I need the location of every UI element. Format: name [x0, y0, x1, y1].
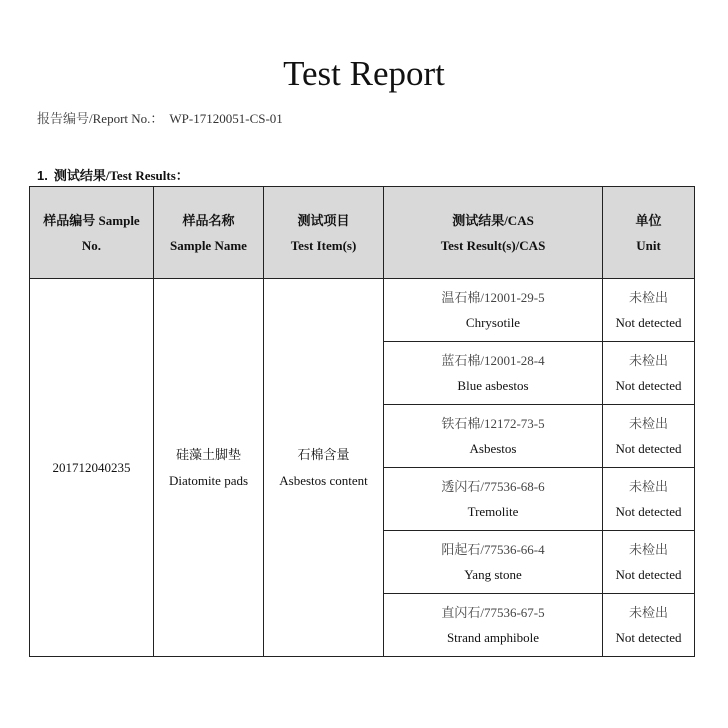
header-sample-name	[154, 187, 264, 279]
result-cas-cn: 温石棉/12001-29-5	[441, 290, 545, 305]
header-sample-no	[30, 187, 154, 279]
result-cell	[384, 594, 603, 657]
table-row	[30, 279, 695, 342]
unit-cn: 未检出	[628, 416, 668, 431]
results-table	[29, 186, 695, 657]
unit-en: Not detected	[615, 378, 682, 393]
header-unit-line1: 单位	[635, 212, 662, 228]
unit-cn: 未检出	[628, 479, 668, 494]
unit-en: Not detected	[615, 504, 682, 519]
unit-cell	[603, 531, 695, 594]
header-sample-name-line2: Sample Name	[170, 237, 247, 253]
result-cas-en: Blue asbestos	[457, 378, 529, 393]
header-test-item	[264, 187, 384, 279]
test-item-cell	[264, 279, 384, 657]
report-number-label-en: /Report No.：	[89, 111, 164, 126]
report-number-value: WP-17120051-CS-01	[169, 111, 283, 126]
header-unit	[603, 187, 695, 279]
page-title: Test Report	[283, 54, 445, 93]
unit-cell	[603, 342, 695, 405]
report-number-label-cn: 报告编号	[37, 111, 90, 126]
result-cas-cn: 直闪石/77536-67-5	[441, 605, 545, 620]
result-cas-en: Strand amphibole	[446, 630, 540, 645]
result-cell	[384, 531, 603, 594]
result-cas-cn: 透闪石/77536-68-6	[441, 479, 545, 494]
unit-cell	[603, 468, 695, 531]
header-test-item-line2: Test Item(s)	[290, 237, 357, 253]
result-cell	[384, 342, 603, 405]
unit-cn: 未检出	[628, 542, 668, 557]
sample-name-cell	[154, 279, 264, 657]
result-cas-en: Yang stone	[464, 567, 522, 582]
sample-name-cn: 硅藻土脚垫	[175, 446, 241, 462]
result-cas-en: Tremolite	[467, 504, 519, 519]
result-cas-cn: 蓝石棉/12001-28-4	[441, 353, 545, 368]
unit-cn: 未检出	[628, 605, 668, 620]
unit-cn: 未检出	[628, 353, 668, 368]
unit-cn: 未检出	[628, 290, 668, 305]
section-number: 1.	[37, 168, 48, 183]
unit-en: Not detected	[615, 441, 682, 456]
header-sample-name-line1: 样品名称	[182, 212, 235, 228]
header-test-result-line2: Test Result(s)/CAS	[440, 237, 546, 253]
unit-cell	[603, 279, 695, 342]
unit-cell	[603, 405, 695, 468]
result-cell	[384, 279, 603, 342]
unit-en: Not detected	[615, 567, 682, 582]
test-item-en: Asbestos content	[279, 472, 368, 488]
section-heading	[37, 167, 189, 185]
header-sample-no-line2: No.	[81, 237, 102, 253]
header-test-result-line1: 测试结果/CAS	[452, 212, 534, 228]
unit-en: Not detected	[615, 315, 682, 330]
result-cas-cn: 铁石棉/12172-73-5	[441, 416, 545, 431]
section-title: 测试结果/Test Results：	[53, 168, 189, 183]
result-cas-en: Asbestos	[469, 441, 517, 456]
test-item-cn: 石棉含量	[297, 446, 350, 462]
sample-no-cell	[30, 279, 154, 657]
unit-en: Not detected	[615, 630, 682, 645]
header-test-item-line1: 测试项目	[297, 212, 350, 228]
table-header-row	[30, 187, 695, 279]
result-cell	[384, 468, 603, 531]
header-unit-line2: Unit	[636, 237, 661, 253]
header-test-result	[384, 187, 603, 279]
report-number	[37, 110, 283, 128]
result-cell	[384, 405, 603, 468]
unit-cell	[603, 594, 695, 657]
sample-name-en: Diatomite pads	[168, 472, 249, 488]
result-cas-en: Chrysotile	[465, 315, 521, 330]
header-sample-no-line1: 样品编号 Sample	[43, 212, 140, 228]
result-cas-cn: 阳起石/77536-66-4	[441, 542, 545, 557]
sample-no-value: 201712040235	[52, 459, 131, 475]
